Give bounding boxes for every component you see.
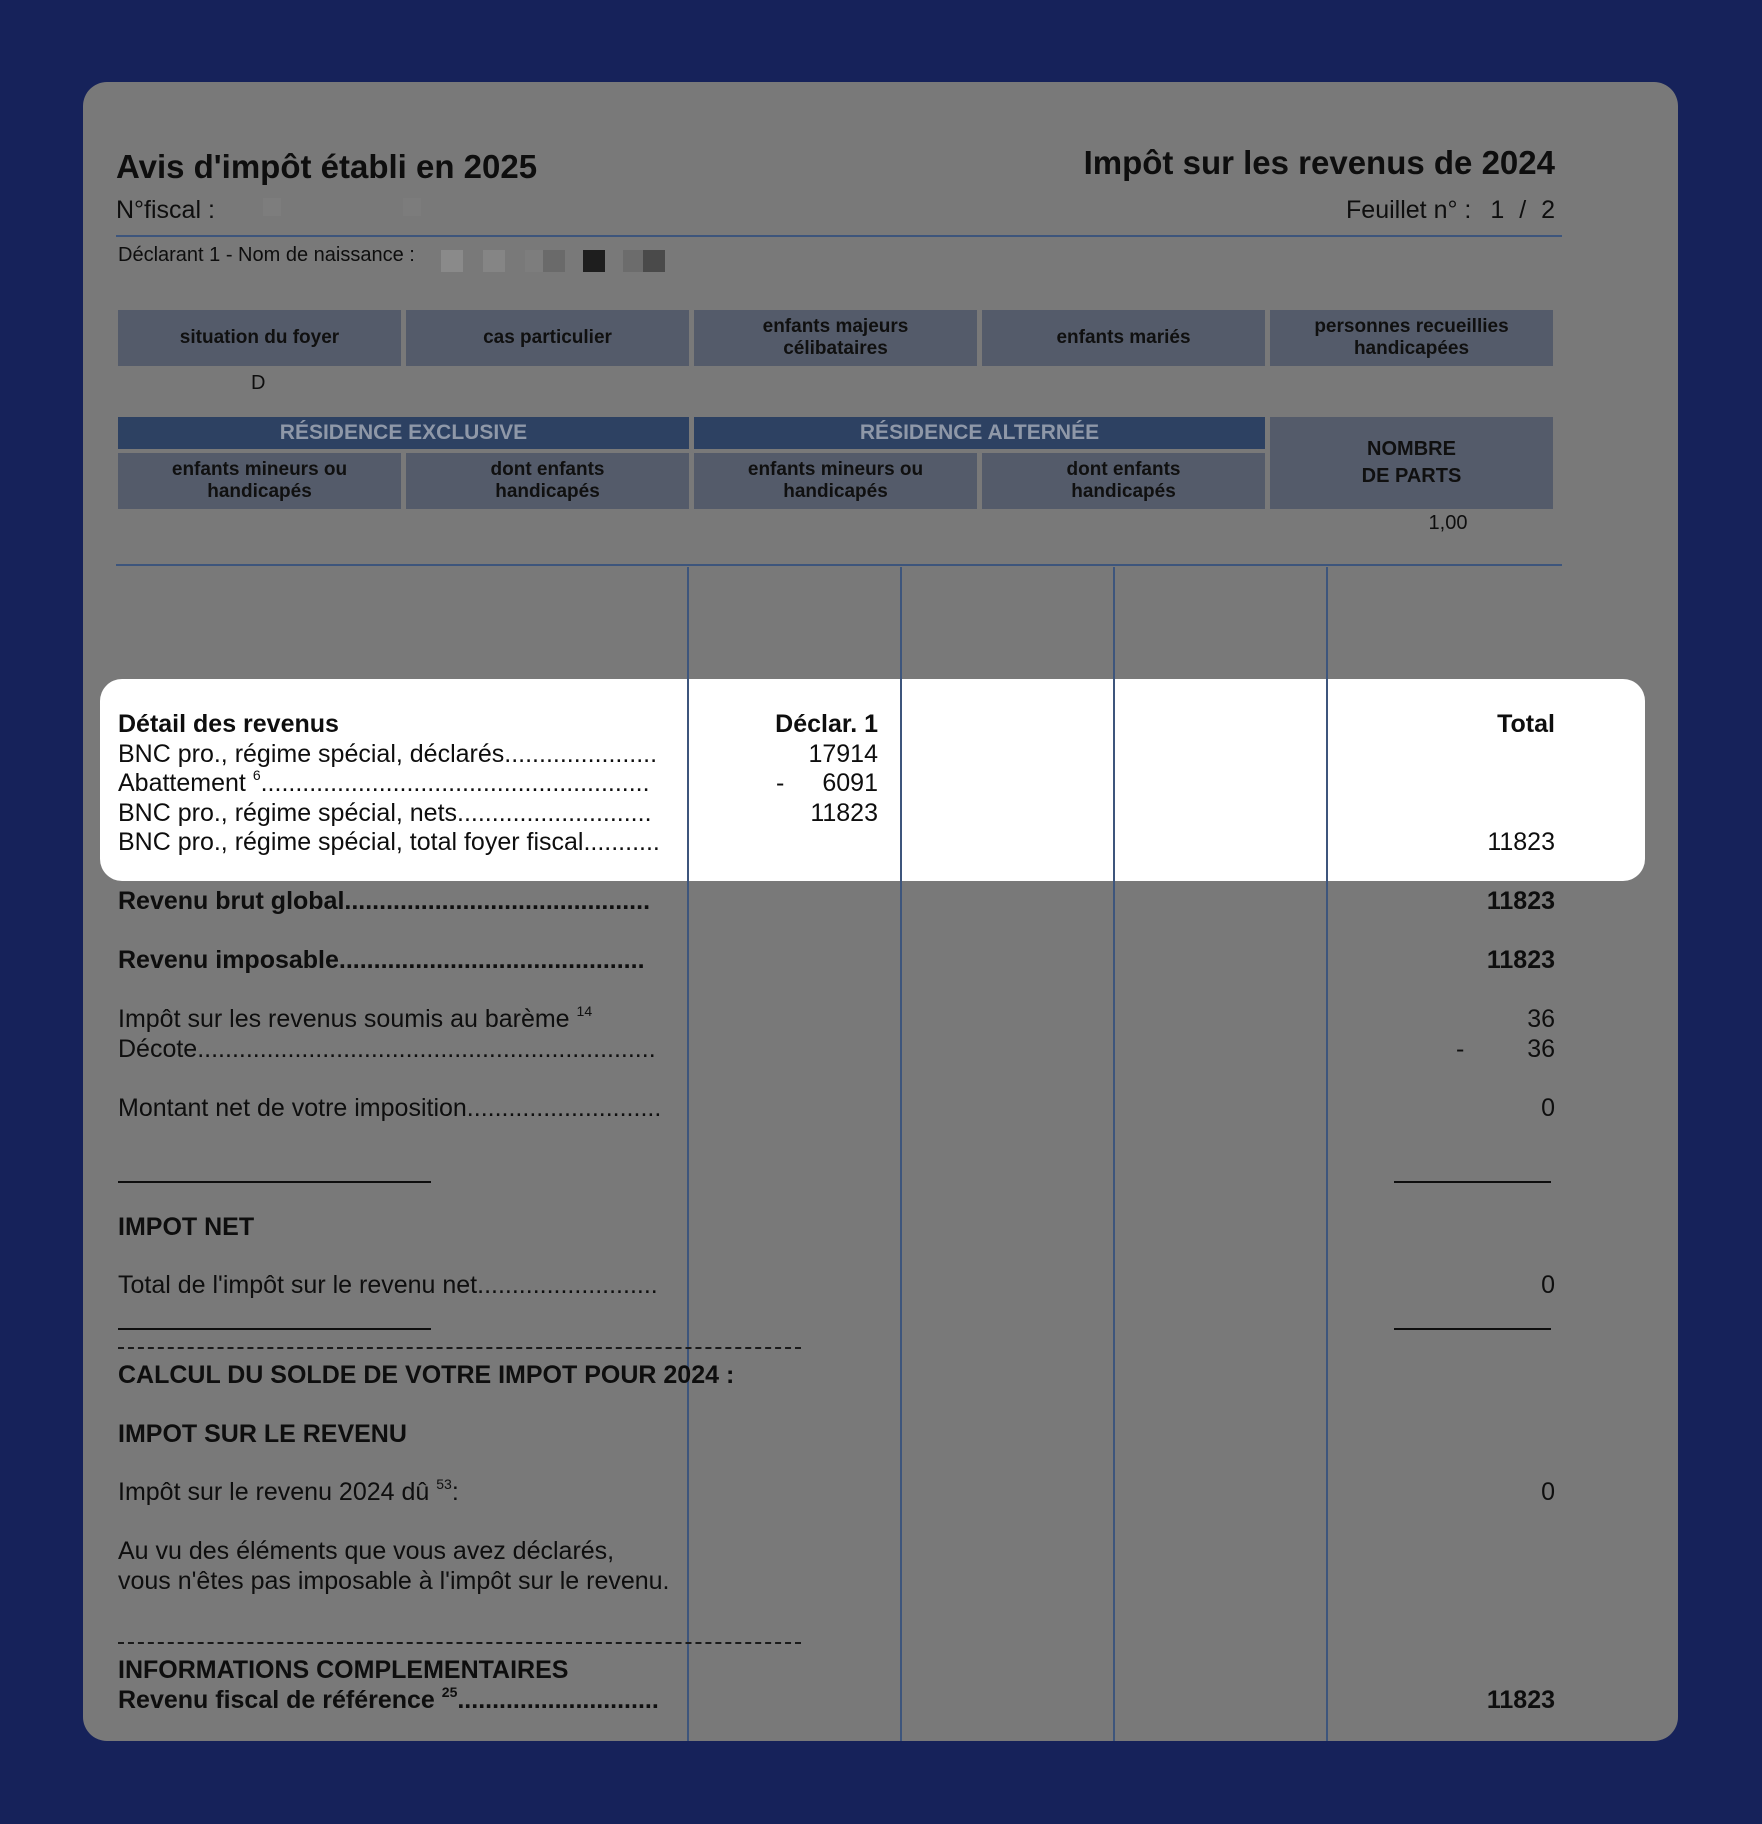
table-top-divider (116, 564, 1562, 566)
redacted-block (583, 250, 605, 272)
header-cas-particulier: cas particulier (406, 310, 689, 366)
revenu-brut-value: 11823 (1486, 887, 1555, 915)
detail-title: Détail des revenus (118, 710, 339, 738)
header-personnes-recueillies: personnes recueillies handicapées (1270, 310, 1553, 366)
decote-minus: - (1456, 1035, 1465, 1063)
row-abattement-value: 6091 (822, 769, 878, 797)
impot-bareme-value: 36 (1527, 1005, 1555, 1033)
notice-title: Avis d'impôt établi en 2025 (116, 148, 538, 185)
header-divider (116, 235, 1562, 237)
info-line-1: Au vu des éléments que vous avez déclarés, (118, 1537, 615, 1565)
revenu-imposable-label: Revenu imposable............................................ (118, 946, 645, 974)
underline-left (118, 1328, 431, 1330)
residence-alternee-band: RÉSIDENCE ALTERNÉE (694, 417, 1265, 449)
revenu-brut-label: Revenu brut global............................................ (118, 887, 651, 915)
underline-left (118, 1181, 431, 1183)
sheet-separator: / (1519, 196, 1527, 224)
redacted-block (483, 250, 505, 272)
info-line-2: vous n'êtes pas imposable à l'impôt sur le revenu. (118, 1567, 670, 1595)
row-abattement-minus: - (776, 769, 785, 797)
calcul-solde-title: CALCUL DU SOLDE DE VOTRE IMPOT POUR 2024 : (118, 1361, 735, 1389)
redacted-block (441, 250, 463, 272)
total-impot-value: 0 (1541, 1271, 1555, 1299)
column-divider (900, 567, 902, 1741)
underline-right (1394, 1328, 1551, 1330)
header-nombre-parts: NOMBRE DE PARTS (1270, 417, 1553, 509)
income-year-title: Impôt sur les revenus de 2024 (1083, 144, 1555, 181)
situation-value: D (251, 372, 266, 394)
col-declar-header: Déclar. 1 (775, 710, 878, 738)
dashed-separator (118, 1347, 801, 1349)
impot-du-label: Impôt sur le revenu 2024 dû $^{53}$: (118, 1476, 459, 1506)
header-enfants-maries: enfants mariés (982, 310, 1265, 366)
decote-value: 36 (1527, 1035, 1555, 1063)
row-bnc-total-label: BNC pro., régime spécial, total foyer fiscal........... (118, 828, 660, 856)
rfr-value: 11823 (1486, 1686, 1555, 1714)
montant-net-value: 0 (1541, 1094, 1555, 1122)
sheet-label: Feuillet n° : (1346, 196, 1472, 224)
header-alt-dont-handicapes: dont enfants handicapés (982, 453, 1265, 509)
parts-value: 1,00 (1428, 512, 1468, 534)
declarant-label: Déclarant 1 - Nom de naissance : (118, 244, 415, 266)
redacted-block (403, 198, 421, 216)
dashed-separator (118, 1642, 801, 1644)
impot-du-value: 0 (1541, 1478, 1555, 1506)
sheet-current: 1 (1490, 196, 1505, 224)
row-bnc-declares-label: BNC pro., régime spécial, déclarés...................... (118, 740, 658, 768)
redacted-block (643, 250, 665, 272)
column-divider (687, 567, 689, 1741)
impot-net-title: IMPOT NET (118, 1213, 255, 1241)
tax-notice-page (83, 82, 1678, 1741)
column-divider (1113, 567, 1115, 1741)
header-excl-enfants-mineurs: enfants mineurs ou handicapés (118, 453, 401, 509)
header-situation-foyer: situation du foyer (118, 310, 401, 366)
redacted-block (263, 198, 281, 216)
col-total-header: Total (1497, 710, 1555, 738)
sheet-total: 2 (1541, 196, 1555, 224)
column-divider (1326, 567, 1328, 1741)
header-enfants-majeurs: enfants majeurs célibataires (694, 310, 977, 366)
revenu-imposable-value: 11823 (1486, 946, 1555, 974)
sheet-indicator (1346, 196, 1555, 225)
info-complementaires-title: INFORMATIONS COMPLEMENTAIRES (118, 1656, 569, 1684)
rfr-label: Revenu fiscal de référence $^{25}$............................. (118, 1684, 659, 1714)
total-impot-label: Total de l'impôt sur le revenu net.......................... (118, 1271, 658, 1299)
row-abattement-label: Abattement $^6$........................................................ (118, 767, 650, 797)
montant-net-label: Montant net de votre imposition............................ (118, 1094, 662, 1122)
row-bnc-total-value: 11823 (1487, 828, 1555, 856)
residence-exclusive-band: RÉSIDENCE EXCLUSIVE (118, 417, 689, 449)
row-bnc-nets-label: BNC pro., régime spécial, nets............................ (118, 799, 652, 827)
row-bnc-declares-value: 17914 (808, 740, 878, 768)
impot-bareme-label: Impôt sur les revenus soumis au barème $^{14}$ (118, 1003, 593, 1033)
underline-right (1394, 1181, 1551, 1183)
fiscal-number-label: N°fiscal : (116, 196, 215, 224)
header-excl-dont-handicapes: dont enfants handicapés (406, 453, 689, 509)
impot-revenu-title: IMPOT SUR LE REVENU (118, 1420, 407, 1448)
header-alt-enfants-mineurs: enfants mineurs ou handicapés (694, 453, 977, 509)
row-bnc-nets-value: 11823 (810, 799, 878, 827)
decote-label: Décote.................................................................. (118, 1035, 656, 1063)
redacted-block (623, 250, 645, 272)
redacted-block (543, 250, 565, 272)
